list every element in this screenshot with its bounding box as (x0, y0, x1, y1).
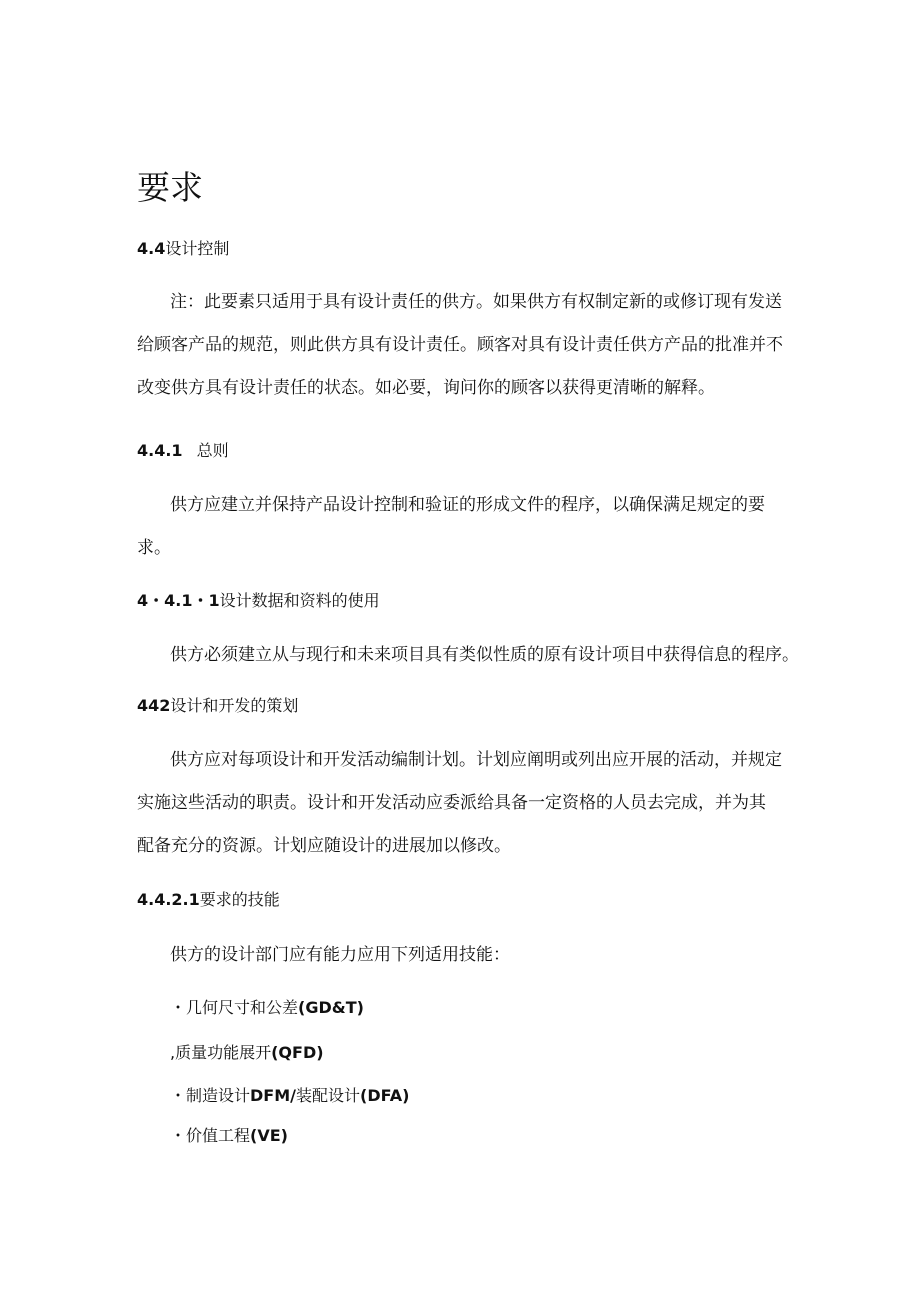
section-number: 442 (137, 696, 171, 715)
list-item-dfm-dfa: ・制造设计DFM/装配设计(DFA) (170, 1086, 410, 1105)
paragraph-line: 给顾客产品的规范，则此供方具有设计责任。顾客对具有设计责任供方产品的批准并不 (137, 335, 783, 355)
section-heading-4-4-1 (137, 440, 229, 462)
list-item-qfd: ,质量功能展开(QFD) (170, 1043, 324, 1062)
section-title: 总则 (196, 441, 229, 460)
section-heading-4-4 (137, 238, 229, 260)
paragraph-line: 改变供方具有设计责任的状态。如必要，询问你的顾客以获得更清晰的解释。 (137, 378, 715, 398)
paragraph-line: 求。 (137, 538, 171, 558)
planning-paragraph (137, 749, 787, 878)
section-number: 4.4.1 (137, 441, 183, 460)
page-title: 要求 (137, 168, 203, 207)
section-number: 4.4 (137, 239, 166, 258)
paragraph-line: 实施这些活动的职责。设计和开发活动应委派给具备一定资格的人员去完成，并为其 (137, 793, 766, 813)
section-heading-4-4-2 (137, 695, 298, 717)
section-title: 要求的技能 (199, 890, 280, 909)
list-item-gdt: ・几何尺寸和公差(GD&T) (170, 998, 364, 1017)
paragraph-line: 供方应对每项设计和开发活动编制计划。计划应阐明或列出应开展的活动，并规定 (170, 750, 782, 770)
paragraph-line: 供方必须建立从与现行和未来项目具有类似性质的原有设计项目中获得信息的程序。 (170, 645, 799, 665)
paragraph-line: 供方应建立并保持产品设计控制和验证的形成文件的程序，以确保满足规定的要 (170, 495, 765, 515)
section-number: 4・4.1・1 (137, 591, 220, 610)
section-title: 设计数据和资料的使用 (219, 591, 380, 610)
section-title: 设计和开发的策划 (170, 696, 299, 715)
paragraph-line: 配备充分的资源。计划应随设计的进展加以修改。 (137, 836, 511, 856)
design-data-paragraph (137, 644, 799, 687)
section-number: 4.4.2.1 (137, 890, 200, 909)
general-paragraph (137, 494, 787, 580)
section-title: 设计控制 (165, 239, 230, 258)
list-item-ve: ・价值工程(VE) (170, 1126, 288, 1145)
paragraph-line: 供方的设计部门应有能力应用下列适用技能： (170, 945, 510, 965)
paragraph-line: 注：此要素只适用于具有设计责任的供方。如果供方有权制定新的或修订现有发送 (170, 292, 782, 312)
note-paragraph (137, 291, 787, 420)
section-heading-4-4-1-1 (137, 590, 380, 612)
skills-intro-paragraph (137, 944, 787, 987)
section-heading-4-4-2-1 (137, 889, 280, 911)
